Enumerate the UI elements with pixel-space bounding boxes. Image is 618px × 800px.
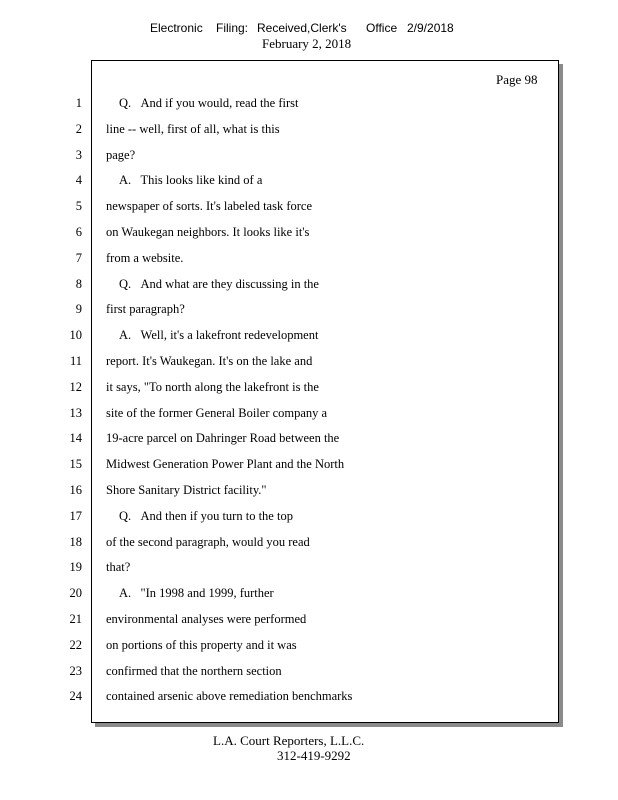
line-number: 11 <box>69 354 82 368</box>
transcript-line: environmental analyses were performed <box>106 612 307 626</box>
transcript-line: Q. And if you would, read the first <box>119 96 299 110</box>
line-number: 5 <box>75 199 82 213</box>
transcript-line: A. Well, it's a lakefront redevelopment <box>119 328 319 342</box>
line-number: 10 <box>69 328 82 342</box>
transcript-line: on Waukegan neighbors. It looks like it's <box>106 225 310 239</box>
line-number: 4 <box>75 173 82 187</box>
transcript-line: newspaper of sorts. It's labeled task force <box>106 199 312 213</box>
transcript-line: confirmed that the northern section <box>106 664 282 678</box>
transcript-line: it says, "To north along the lakefront is the <box>106 380 319 394</box>
line-number: 16 <box>69 483 82 497</box>
line-number: 6 <box>75 225 82 239</box>
transcript-line: A. This looks like kind of a <box>119 173 263 187</box>
line-number: 12 <box>69 380 82 394</box>
transcript-line: contained arsenic above remediation benchmarks <box>106 689 353 703</box>
filing-stamp-electronic: Electronic <box>150 21 203 35</box>
line-number: 7 <box>75 251 82 265</box>
transcript-line: on portions of this property and it was <box>106 638 297 652</box>
filing-stamp-received: Received,Clerk's <box>257 21 347 35</box>
line-number: 13 <box>69 406 82 420</box>
filing-stamp-filing: Filing: <box>216 21 249 35</box>
line-number: 14 <box>69 431 82 445</box>
line-number: 17 <box>69 509 82 523</box>
footer-company: L.A. Court Reporters, L.L.C. <box>213 733 365 748</box>
transcript-line: that? <box>106 560 131 574</box>
page-number: Page 98 <box>496 72 538 87</box>
transcript-line: from a website. <box>106 251 184 265</box>
line-number: 15 <box>69 457 82 471</box>
transcript-line: 19-acre parcel on Dahringer Road between the <box>106 431 340 445</box>
transcript-line: A. "In 1998 and 1999, further <box>119 586 274 600</box>
transcript-line: report. It's Waukegan. It's on the lake and <box>106 354 313 368</box>
line-number: 24 <box>69 689 82 703</box>
transcript-line: site of the former General Boiler company a <box>106 406 328 420</box>
line-number: 20 <box>69 586 82 600</box>
transcript-line: of the second paragraph, would you read <box>106 535 310 549</box>
transcript-line: page? <box>106 148 136 162</box>
filed-date: February 2, 2018 <box>262 36 352 51</box>
line-number: 8 <box>75 277 82 291</box>
line-number: 22 <box>69 638 82 652</box>
line-number: 21 <box>69 612 82 626</box>
filing-stamp <box>0 21 618 37</box>
line-number: 23 <box>69 664 82 678</box>
transcript-line: first paragraph? <box>106 302 185 316</box>
footer-phone: 312-419-9292 <box>277 748 351 763</box>
line-number: 2 <box>75 122 82 136</box>
line-number: 9 <box>75 302 82 316</box>
line-number: 1 <box>75 96 82 110</box>
line-number: 18 <box>69 535 82 549</box>
filing-stamp-date: 2/9/2018 <box>407 21 454 35</box>
line-number: 3 <box>75 148 82 162</box>
transcript-line: Q. And then if you turn to the top <box>119 509 293 523</box>
line-number: 19 <box>69 560 82 574</box>
transcript-line: Midwest Generation Power Plant and the North <box>106 457 345 471</box>
transcript-line: Shore Sanitary District facility." <box>106 483 267 497</box>
filing-stamp-office: Office <box>366 21 398 35</box>
transcript-line: line -- well, first of all, what is this <box>106 122 280 136</box>
transcript-line: Q. And what are they discussing in the <box>119 277 319 291</box>
